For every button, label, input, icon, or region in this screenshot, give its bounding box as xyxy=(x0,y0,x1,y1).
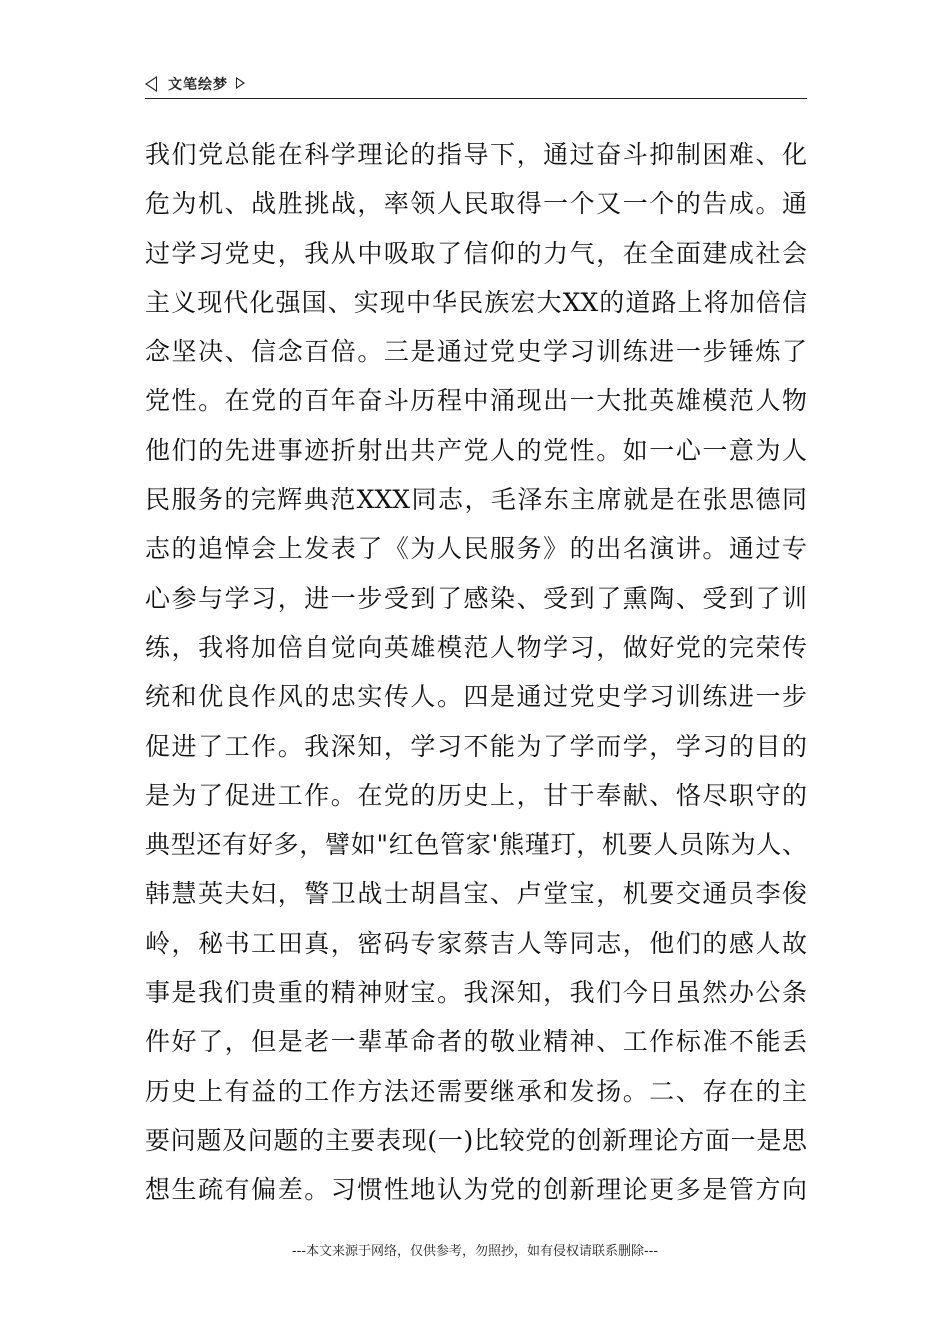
text-line: 统和优良作风的忠实传人。四是通过党史学习训练进一步 xyxy=(145,682,807,712)
text-line: 要问题及问题的主要表现(一)比较党的创新理论方面一是思 xyxy=(145,1125,807,1155)
header-brand: 文笔绘梦 xyxy=(168,77,228,93)
page-header xyxy=(145,72,807,99)
text-line: 党性。在党的百年奋斗历程中涌现出一大批英雄模范人物 xyxy=(145,386,807,416)
page-footer: ---本文来源于网络，仅供参考，勿照抄，如有侵权请联系删除--- xyxy=(291,1244,659,1259)
text-line: 想生疏有偏差。习惯性地认为党的创新理论更多是管方向 xyxy=(145,1175,807,1205)
text-line: 件好了，但是老一辈革命者的敬业精神、工作标准不能丢 xyxy=(145,1027,807,1057)
text-line: 典型还有好多，譬如"红色管家'熊瑾玎，机要人员陈为人、 xyxy=(145,830,807,860)
text-line: 过学习党史，我从中吸取了信仰的力气，在全面建成社会 xyxy=(145,238,807,268)
text-line: 念坚决、信念百倍。三是通过党史学习训练进一步锤炼了 xyxy=(145,337,807,367)
text-line: 韩慧英夫妇，警卫战士胡昌宝、卢堂宝，机要交通员李俊 xyxy=(145,879,807,909)
text-line: 他们的先进事迹折射出共产党人的党性。如一心一意为人 xyxy=(145,435,807,465)
text-line: 民服务的完辉典范XXX同志，毛泽东主席就是在张思德同 xyxy=(145,485,807,515)
text-line: 练，我将加倍自觉向英雄模范人物学习，做好党的完荣传 xyxy=(145,632,807,662)
text-line: 促进了工作。我深知，学习不能为了学而学，学习的目的 xyxy=(145,731,807,761)
text-line: 我们党总能在科学理论的指导下，通过奋斗抑制困难、化 xyxy=(145,140,807,169)
text-line: 历史上有益的工作方法还需要继承和发扬。二、存在的主 xyxy=(145,1076,807,1106)
text-line: 岭，秘书工田真，密码专家蔡吉人等同志，他们的感人故 xyxy=(145,928,807,958)
document-body xyxy=(145,130,807,1215)
text-line: 志的追悼会上发表了《为人民服务》的出名演讲。通过专 xyxy=(145,534,807,564)
text-line: 主义现代化强国、实现中华民族宏大XX的道路上将加倍信 xyxy=(145,287,807,317)
left-triangle-icon xyxy=(145,76,157,92)
text-line: 事是我们贵重的精神财宝。我深知，我们今日虽然办公条 xyxy=(145,978,807,1008)
text-line: 是为了促进工作。在党的历史上，甘于奉献、恪尽职守的 xyxy=(145,780,807,810)
right-triangle-icon xyxy=(236,77,245,89)
text-line: 危为机、战胜挑战，率领人民取得一个又一个的告成。通 xyxy=(145,189,807,219)
text-line: 心参与学习，进一步受到了感染、受到了熏陶、受到了训 xyxy=(145,583,807,613)
